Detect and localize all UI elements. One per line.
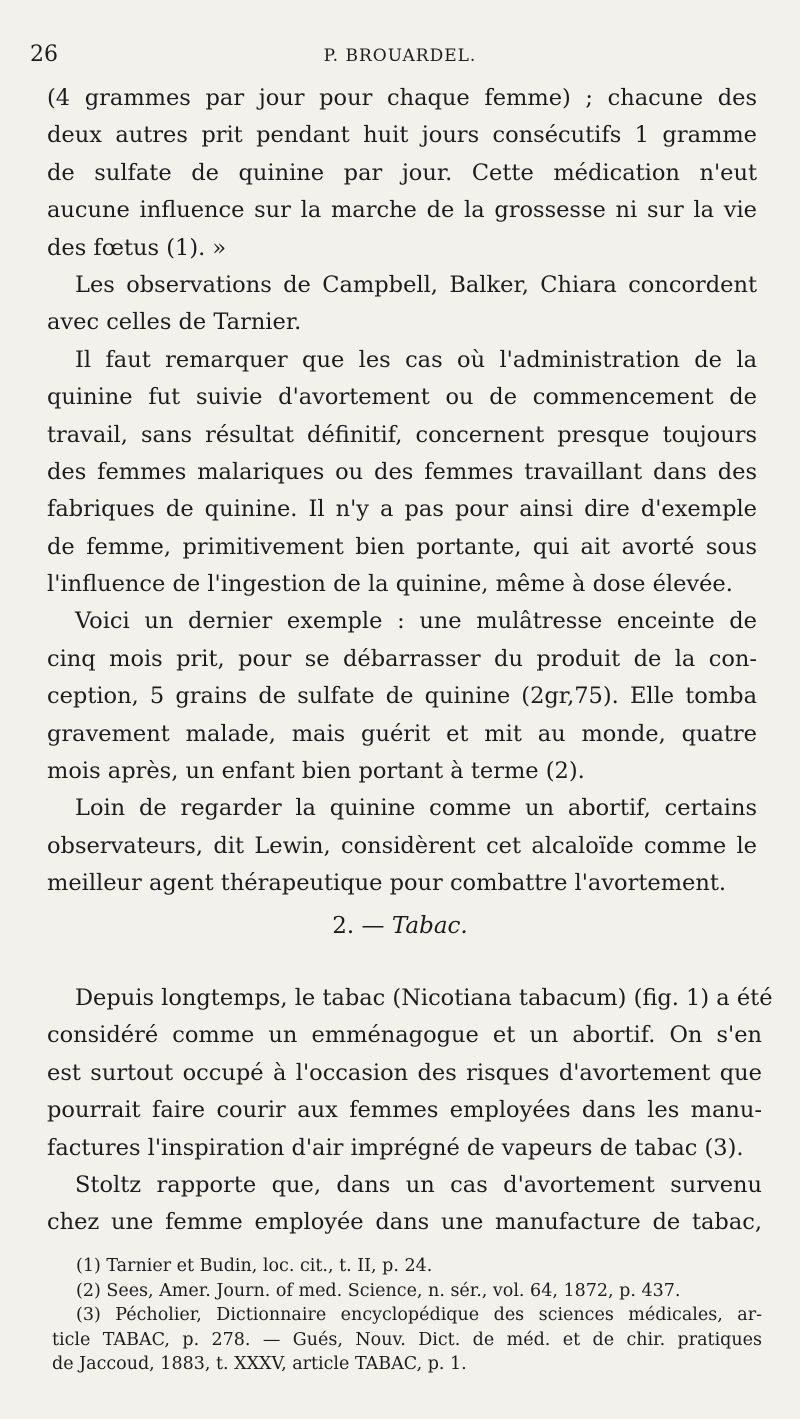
text-line: fabriques de quinine. Il n'y a pas pour ainsi dire d'exemple [47,496,757,523]
text-line: gravement malade, mais guérit et mit au monde, quatre [47,720,757,747]
text-line: meilleur agent thérapeutique pour combattre l'avortement. [47,870,727,897]
text-line: aucune influence sur la marche de la grossesse ni sur la vie [47,197,757,224]
text-line: considéré comme un emménagogue et un abortif. On s'en [47,1022,762,1049]
text-line: des fœtus (1). » [47,234,227,261]
text-line: mois après, un enfant bien portant à terme (2). [47,758,585,785]
text-line: avec celles de Tarnier. [47,309,302,336]
text-line: travail, sans résultat définitif, concernent presque toujours [47,421,757,448]
text-line: ception, 5 grains de sulfate de quinine (2gr,75). Elle tomba [47,683,757,710]
text-line: Il faut remarquer que les cas où l'administration de la [75,346,757,373]
text-line: des femmes malariques ou des femmes travaillant dans des [47,458,757,485]
text-line: l'influence de l'ingestion de la quinine, même à dose élevée. [47,571,733,598]
footnote-line: (3) Pécholier, Dictionnaire encyclopédique des sciences médicales, ar- [76,1305,762,1325]
text-line: est surtout occupé à l'occasion des risques d'avortement que [47,1059,762,1086]
text-line: cinq mois prit, pour se débarrasser du produit de la con- [47,645,757,672]
footnotes [52,1254,762,1377]
text-line: Les observations de Campbell, Balker, Chiara concordent [75,271,757,298]
text-line: deux autres prit pendant huit jours consécutifs 1 gramme [47,122,757,149]
page-number: 26 [30,42,58,67]
text-line: Stoltz rapporte que, dans un cas d'avortement survenu [75,1171,762,1198]
footnote-line: ticle TABAC, p. 278. — Gués, Nouv. Dict. de méd. et de chir. pratiques [52,1329,762,1350]
text-block-quinine [47,80,757,903]
footnote-line: (1) Tarnier et Budin, loc. cit., t. II, p. 24. [76,1256,433,1276]
section-title: Tabac. [391,913,468,939]
text-line: de femme, primitivement bien portante, qui ait avorté sous [47,533,757,560]
text-line: Loin de regarder la quinine comme un abortif, certains [75,795,757,822]
text-line: Depuis longtemps, le tabac (Nicotiana tabacum) (fig. 1) a été [75,985,773,1011]
footnote-line: de Jaccoud, 1883, t. XXXV, article TABAC, p. 1. [52,1354,467,1374]
text-line: observateurs, dit Lewin, considèrent cet alcaloïde comme le [47,832,757,859]
text-line: factures l'inspiration d'air imprégné de vapeurs de tabac (3). [47,1134,744,1161]
section-heading [0,913,800,939]
section-number: 2. — [332,913,385,939]
text-line: quinine fut suivie d'avortement ou de commencement de [47,384,757,411]
text-line: Voici un dernier exemple : une mulâtresse enceinte de [75,608,757,635]
text-block-tabac [47,980,773,1242]
text-line: de sulfate de quinine par jour. Cette médication n'eut [47,159,757,186]
text-line: chez une femme employée dans une manufacture de tabac, [47,1209,762,1236]
text-line: pourrait faire courir aux femmes employées dans les manu- [47,1097,762,1124]
running-head: P. BROUARDEL. [323,46,477,66]
footnote-line: (2) Sees, Amer. Journ. of med. Science, n. sér., vol. 64, 1872, p. 437. [76,1280,681,1301]
text-line: (4 grammes par jour pour chaque femme) ; chacune des [47,85,757,111]
